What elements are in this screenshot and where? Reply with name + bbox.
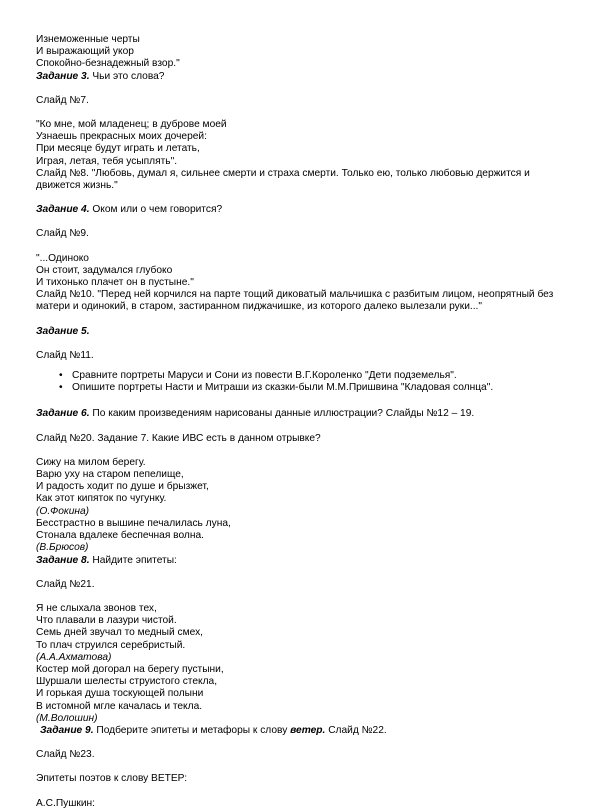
poem-20b (36, 518, 556, 542)
author-akhmatova: (А.А.Ахматова) (36, 651, 112, 663)
task-5 (36, 326, 556, 338)
task-6 (36, 408, 556, 420)
poem-line: То плач струился серебристый. (36, 639, 186, 651)
slide-9: Слайд №9. (36, 228, 89, 240)
document-page (36, 34, 556, 810)
poem-line: И тихонько плачет он в пустыне." (36, 277, 194, 289)
bullet-icon: • (59, 370, 63, 382)
poem-line: Семь дней звучал то медный смех, (36, 627, 203, 639)
slide-7: Слайд №7. (36, 94, 89, 106)
task-text: Найдите эпитеты: (89, 554, 177, 566)
task-3 (36, 71, 556, 83)
slide-8-quote: Слайд №8. "Любовь, думал я, сильнее смерти и страха смерти. Только ею, только любовью держится и движется жизнь." (36, 167, 530, 192)
poem-line: При месяце будут играть и летать, (36, 143, 200, 155)
bullet-icon: • (59, 382, 63, 394)
task-label: Задание 5. (36, 325, 90, 337)
author-fokina: (О.Фокина) (36, 505, 90, 517)
list-item-text: Сравните портреты Маруси и Сони из повести В.Г.Короленко "Дети подземелья". (72, 370, 457, 382)
poem-line: Костер мой догорал на берегу пустыни, (36, 663, 224, 675)
task-label: Задание 9. (40, 724, 94, 736)
slide-11: Слайд №11. (36, 349, 94, 361)
list-item (59, 382, 556, 394)
poem-line: "Ко мне, мой младенец; в дуброве моей (36, 119, 227, 131)
task-text: Подберите эпитеты и метафоры к слову (93, 724, 291, 736)
poem-line: Я не слыхала звонов тех, (36, 602, 157, 614)
poem-line: "...Одиноко (36, 252, 89, 264)
poem-line: В истомной мгле качалась и текла. (36, 700, 203, 712)
author-voloshin: (М.Волошин) (36, 712, 98, 724)
poem-20a (36, 457, 556, 506)
list-item-text: Опишите портреты Насти и Митраши из сказки-были М.М.Пришвина "Кладовая солнца". (72, 382, 494, 394)
poem-line: И выражающий укор (36, 46, 134, 58)
task-text-after: Слайд №22. (325, 724, 387, 736)
slide-23: Слайд №23. (36, 749, 95, 761)
poem-top (36, 34, 556, 71)
poem-line: И радость ходит по душе и брызжет, (36, 481, 209, 493)
task-label: Задание 4. (36, 204, 90, 216)
task-8 (36, 555, 556, 567)
slide-20: Слайд №20. Задание 7. Какие ИВС есть в данном отрывке? (36, 432, 321, 444)
poem-line: Узнаешь прекрасных моих дочерей: (36, 131, 207, 143)
task-text: Чьи это слова? (89, 70, 165, 82)
task-label: Задание 6. (36, 408, 90, 420)
poem-line: Как этот кипяток по чугунку. (36, 493, 167, 505)
poem-9 (36, 253, 556, 290)
bullet-list (36, 370, 556, 394)
poem-21a (36, 603, 556, 652)
poem-line: Играя, летая, тебя усыплять". (36, 155, 178, 167)
poem-line: Бесстрастно в вышине печалилась луна, (36, 517, 231, 529)
author-bryusov: (В.Брюсов) (36, 542, 89, 554)
poem-line: Варю уху на старом пепелище, (36, 469, 184, 481)
poem-line: Он стоит, задумался глубоко (36, 264, 173, 276)
poem-line: Сижу на милом берегу. (36, 456, 146, 468)
pushkin-heading: А.С.Пушкин: (36, 797, 96, 809)
poem-line: Стонала вдалеке беспечная волна. (36, 530, 204, 542)
poem-7 (36, 119, 556, 168)
epithets-title: Эпитеты поэтов к слову ВЕТЕР: (36, 773, 188, 785)
slide-10-quote: Слайд №10. "Перед ней корчился на парте тощий диковатый мальчишка с разбитым лицом, неопрятный без матери и одинокий, в старом, застиранном пиджачишке, из которого далеко вылезали руки..." (36, 289, 554, 313)
slide-21: Слайд №21. (36, 578, 95, 590)
list-item (59, 370, 556, 382)
task-text: По каким произведениям нарисованы данные иллюстрации? Слайды №12 – 19. (89, 408, 475, 420)
poem-line: Что плавали в лазури чистой. (36, 615, 177, 627)
poem-line: Шуршали шелесты струистого стекла, (36, 676, 218, 688)
poem-line: Спокойно-безнадежный взор." (36, 58, 180, 70)
task-label: Задание 8. (36, 554, 90, 566)
poem-line: Изнеможенные черты (36, 34, 140, 45)
task-text: Оком или о чем говорится? (89, 204, 223, 216)
keyword: ветер. (290, 724, 326, 736)
poem-line: И горькая душа тоскующей полыни (36, 688, 204, 700)
poem-21b (36, 664, 556, 713)
task-4 (36, 204, 556, 216)
task-label: Задание 3. (36, 70, 90, 82)
task-9 (36, 725, 556, 737)
